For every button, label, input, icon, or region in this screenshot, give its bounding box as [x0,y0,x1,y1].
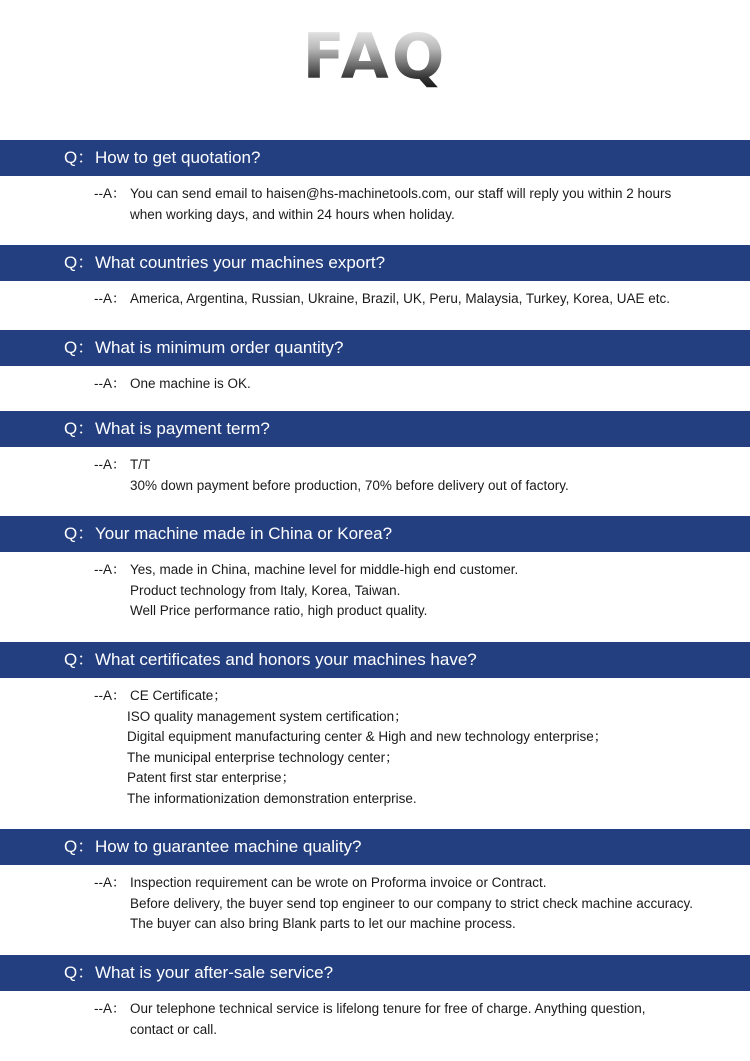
question-prefix: Q： [64,253,95,272]
answer-prefix: --A： [94,186,126,201]
answer-line: Yes, made in China, machine level for middle-high end customer. [130,562,519,577]
answer-line: Patent first star enterprise； [127,770,296,785]
faq-question-bar [0,516,750,552]
question-prefix: Q： [64,524,95,543]
answer-line: The buyer can also bring Blank parts to let our machine process. [130,916,516,931]
answer-prefix: --A： [94,291,126,306]
answer-line: America, Argentina, Russian, Ukraine, Brazil, UK, Peru, Malaysia, Turkey, Korea, UAE etc. [130,291,670,306]
answer-prefix: --A： [94,1001,126,1016]
question-text: What is minimum order quantity? [95,338,344,357]
answer-prefix: --A： [94,688,126,703]
faq-question-bar [0,829,750,865]
question-prefix: Q： [64,650,95,669]
answer-prefix: --A： [94,875,126,890]
faq-question-bar [0,955,750,991]
faq-question-bar [0,330,750,366]
faq-question-bar [0,642,750,678]
question-text: What certificates and honors your machines have? [95,650,477,669]
answer-line: Inspection requirement can be wrote on Proforma invoice or Contract. [130,875,547,890]
question-text: What is payment term? [95,419,270,438]
question-prefix: Q： [64,338,95,357]
answer-line: 30% down payment before production, 70% before delivery out of factory. [130,478,569,493]
answer-line: You can send email to haisen@hs-machinetools.com, our staff will reply you within 2 hours [130,186,672,201]
question-text: Your machine made in China or Korea? [95,524,393,543]
answer-line: One machine is OK. [130,376,251,391]
question-prefix: Q： [64,148,95,167]
answer-prefix: --A： [94,562,126,577]
faq-question-bar [0,245,750,281]
answer-line: contact or call. [130,1022,218,1037]
page-title: FAQ [0,22,750,92]
answer-line: when working days, and within 24 hours when holiday. [130,207,455,222]
faq-question-bar [0,140,750,176]
answer-prefix: --A： [94,376,126,391]
question-text: How to guarantee machine quality? [95,837,362,856]
answer-line: T/T [130,457,151,472]
answer-line: CE Certificate； [130,688,227,703]
question-text: What is your after-sale service? [95,963,334,982]
answer-line: The municipal enterprise technology center； [127,750,399,765]
answer-line: ISO quality management system certification； [127,709,408,724]
answer-line: Before delivery, the buyer send top engineer to our company to strict check machine accuracy. [130,896,694,911]
question-text: How to get quotation? [95,148,261,167]
answer-line: Digital equipment manufacturing center & High and new technology enterprise； [127,729,608,744]
answer-line: The informationization demonstration enterprise. [127,791,417,806]
answer-prefix: --A： [94,457,126,472]
question-text: What countries your machines export? [95,253,386,272]
faq-question-bar [0,411,750,447]
answer-line: Well Price performance ratio, high product quality. [130,603,428,618]
answer-line: Our telephone technical service is lifelong tenure for free of charge. Anything question, [130,1001,646,1016]
question-prefix: Q： [64,837,95,856]
question-prefix: Q： [64,419,95,438]
answer-line: Product technology from Italy, Korea, Taiwan. [130,583,401,598]
question-prefix: Q： [64,963,95,982]
